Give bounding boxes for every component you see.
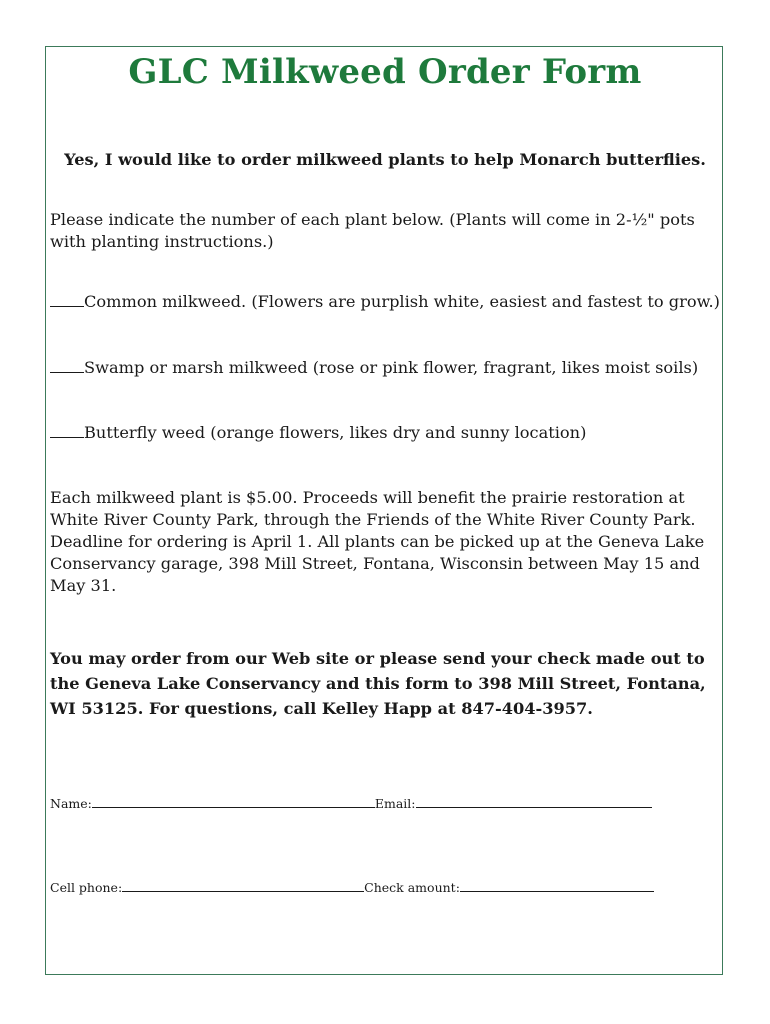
order-info-line: You may order from our Web site or please send your check made out to bbox=[50, 649, 705, 668]
details-line: Deadline for ordering is April 1. All plants can be picked up at the Geneva Lake bbox=[50, 532, 705, 551]
details-paragraph bbox=[50, 487, 730, 597]
quantity-blank-swamp[interactable] bbox=[50, 358, 84, 373]
cell-phone-field[interactable] bbox=[122, 880, 364, 892]
order-info-line: WI 53125. For questions, call Kelley Happ at 847-404-3957. bbox=[50, 699, 593, 718]
form-title: GLC Milkweed Order Form bbox=[128, 52, 642, 92]
name-label: Name: bbox=[50, 796, 92, 811]
check-amount-field[interactable] bbox=[460, 880, 654, 892]
email-field[interactable] bbox=[416, 796, 652, 808]
plant-label: Common milkweed. (Flowers are purplish white, easiest and fastest to grow.) bbox=[84, 292, 720, 311]
intro-statement: Yes, I would like to order milkweed plants to help Monarch butterflies. bbox=[64, 150, 706, 169]
details-line: Each milkweed plant is $5.00. Proceeds will benefit the prairie restoration at bbox=[50, 488, 685, 507]
plant-label: Swamp or marsh milkweed (rose or pink flower, fragrant, likes moist soils) bbox=[84, 358, 699, 377]
cell-phone-label: Cell phone: bbox=[50, 880, 123, 895]
check-amount-label: Check amount: bbox=[364, 880, 460, 895]
quantity-blank-common[interactable] bbox=[50, 292, 84, 307]
instructions-line: with planting instructions.) bbox=[50, 232, 274, 251]
details-line: Conservancy garage, 398 Mill Street, Fontana, Wisconsin between May 15 and bbox=[50, 554, 700, 573]
name-email-row bbox=[50, 796, 652, 812]
quantity-blank-butterfly[interactable] bbox=[50, 423, 84, 438]
plant-option-common-milkweed bbox=[50, 291, 720, 313]
instructions-paragraph bbox=[50, 209, 730, 253]
cell-check-row bbox=[50, 880, 654, 896]
details-line: May 31. bbox=[50, 576, 117, 595]
details-line: White River County Park, through the Friends of the White River County Park. bbox=[50, 510, 696, 529]
order-info-paragraph bbox=[50, 646, 730, 721]
email-label: Email: bbox=[374, 796, 416, 811]
plant-option-swamp-milkweed bbox=[50, 357, 698, 379]
plant-option-butterfly-weed bbox=[50, 422, 586, 444]
plant-label: Butterfly weed (orange flowers, likes dry and sunny location) bbox=[84, 423, 587, 442]
instructions-line: Please indicate the number of each plant below. (Plants will come in 2-½" pots bbox=[50, 210, 695, 229]
name-field[interactable] bbox=[92, 796, 375, 808]
order-info-line: the Geneva Lake Conservancy and this form to 398 Mill Street, Fontana, bbox=[50, 674, 706, 693]
